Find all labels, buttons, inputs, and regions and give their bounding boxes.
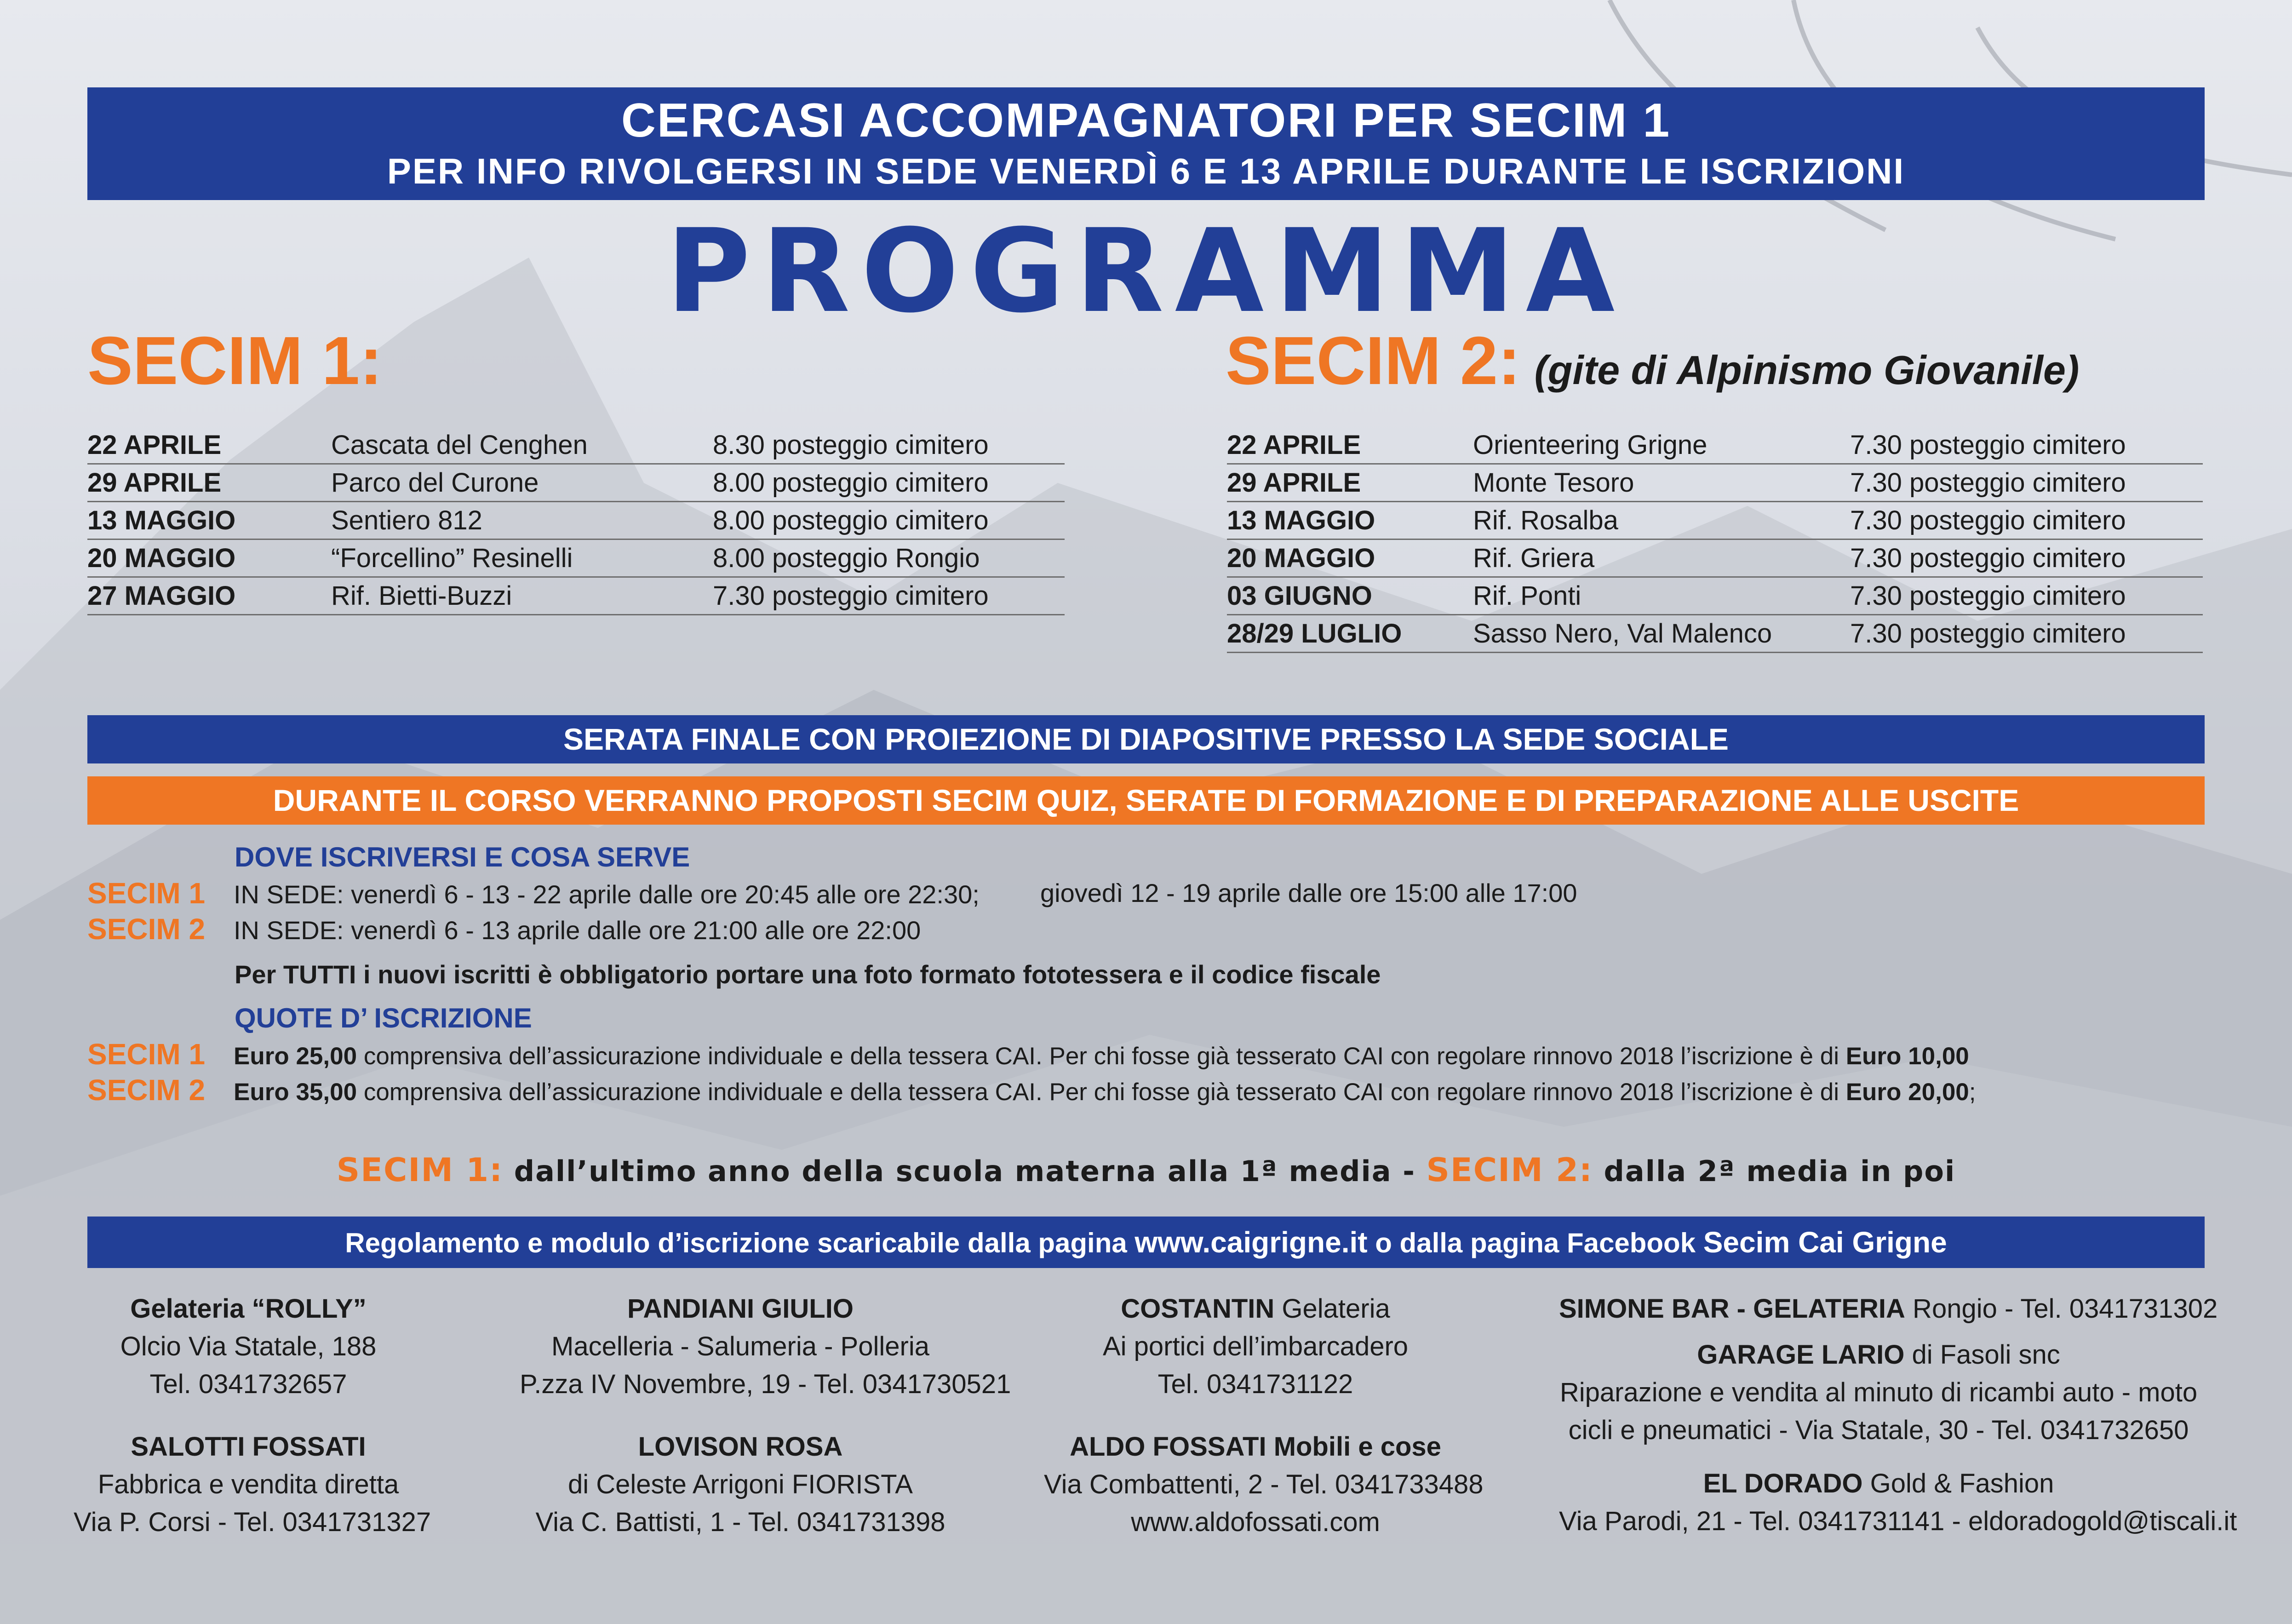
- secim2-schedule-table: [1227, 427, 2203, 653]
- iscrizioni-secim1-line2: [1040, 875, 1577, 911]
- sponsor-line: di Celeste Arrigoni FIORISTA: [568, 1469, 913, 1499]
- table-row: [1227, 577, 2203, 615]
- row-date: 22 APRILE: [1227, 427, 1473, 464]
- iscrizioni-heading-text: DOVE ISCRIVERSI E COSA SERVE: [235, 842, 690, 872]
- row-time: 7.30 posteggio cimitero: [1850, 577, 2203, 615]
- top-banner-line1: CERCASI ACCOMPAGNATORI PER SECIM 1: [621, 94, 1671, 147]
- sponsor-simone-garage: [1559, 1290, 2218, 1449]
- sponsor-line: P.zza IV Novembre, 19 - Tel. 0341730521: [520, 1369, 1011, 1399]
- sponsor-name-rest: Rongio - Tel. 0341731302: [1905, 1294, 2218, 1324]
- secim1-label: SECIM 1: [87, 1038, 206, 1071]
- sponsor-name: SIMONE BAR - GELATERIA: [1559, 1294, 1905, 1324]
- quote-secim2-text: comprensiva dell’assicurazione individuale e della tessera CAI. Per chi fosse già tesserato CAI con regolare rinnovo 2018 l’iscrizione è di: [357, 1079, 1846, 1106]
- row-time: 7.30 posteggio cimitero: [1850, 615, 2203, 653]
- ages-secim2-text: dalla 2ª media in poi: [1593, 1154, 1956, 1188]
- sponsor-line: Tel. 0341731122: [1157, 1369, 1353, 1399]
- secim2-heading: [1226, 322, 2079, 409]
- row-place: Parco del Curone: [331, 464, 713, 502]
- sponsor-line: Tel. 0341732657: [149, 1369, 347, 1399]
- sponsor-name-rest: Gold & Fashion: [1862, 1469, 2054, 1498]
- quote-heading-text: QUOTE D’ ISCRIZIONE: [235, 1003, 532, 1033]
- sponsor-line: Via Combattenti, 2 - Tel. 0341733488: [1044, 1469, 1484, 1499]
- sponsor-name: COSTANTIN: [1121, 1294, 1275, 1324]
- ages-secim1-text: dall’ultimo anno della scuola materna alla 1ª media -: [503, 1154, 1427, 1188]
- table-row: [1227, 502, 2203, 539]
- iscrizioni-secim1-text2: giovedì 12 - 19 aprile dalle ore 15:00 alle 17:00: [1040, 878, 1577, 907]
- quote-secim2-line: [87, 1072, 1976, 1110]
- iscrizioni-secim2-text: IN SEDE: venerdì 6 - 13 aprile dalle ore 21:00 alle ore 22:00: [234, 916, 921, 945]
- sponsor-line[interactable]: www.aldofossati.com: [1131, 1507, 1380, 1537]
- regolamento-facebook[interactable]: Secim Cai Grigne: [1703, 1226, 1947, 1259]
- serata-finale-banner: SERATA FINALE CON PROIEZIONE DI DIAPOSITIVE PRESSO LA SEDE SOCIALE: [87, 715, 2205, 763]
- sponsor-line: Fabbrica e vendita diretta: [97, 1469, 399, 1499]
- row-time: 7.30 posteggio cimitero: [713, 577, 1065, 615]
- row-time: 8.00 posteggio cimitero: [713, 464, 1065, 502]
- row-time: 7.30 posteggio cimitero: [1850, 427, 2203, 464]
- sponsor-name: Gelateria “ROLLY”: [130, 1294, 367, 1324]
- row-place: Rif. Ponti: [1473, 577, 1850, 615]
- sponsor-name: GARAGE LARIO: [1697, 1340, 1905, 1370]
- regolamento-banner: [87, 1217, 2205, 1268]
- sponsor-name: LOVISON ROSA: [638, 1432, 843, 1462]
- row-date: 03 GIUGNO: [1227, 577, 1473, 615]
- sponsor-name: ALDO FOSSATI Mobili e cose: [1070, 1432, 1441, 1462]
- row-place: Rif. Rosalba: [1473, 502, 1850, 539]
- ages-secim2-label: SECIM 2:: [1426, 1151, 1593, 1189]
- secim1-heading-text: SECIM 1:: [87, 323, 383, 399]
- row-place: Cascata del Cenghen: [331, 427, 713, 464]
- sponsor-salotti: [74, 1428, 431, 1541]
- table-row: [87, 464, 1065, 502]
- quote-heading: [235, 1000, 532, 1037]
- table-row: [87, 539, 1065, 577]
- sponsor-line: Via C. Battisti, 1 - Tel. 0341731398: [535, 1507, 945, 1537]
- row-date: 28/29 LUGLIO: [1227, 615, 1473, 653]
- secim2-heading-text: SECIM 2:: [1226, 323, 1521, 399]
- iscrizioni-secim1-line: [87, 875, 980, 912]
- secim1-label: SECIM 1: [87, 877, 206, 910]
- quote-secim1-price2: Euro 10,00: [1845, 1043, 1969, 1070]
- row-time: 8.30 posteggio cimitero: [713, 427, 1065, 464]
- quote-secim2-price: Euro 35,00: [234, 1079, 357, 1106]
- quote-secim1-line: [87, 1036, 1969, 1074]
- row-place: Monte Tesoro: [1473, 464, 1850, 502]
- quote-secim2-end: ;: [1969, 1079, 1976, 1106]
- sponsor-lovison: [520, 1428, 961, 1541]
- sponsor-line: Macelleria - Salumeria - Polleria: [551, 1331, 929, 1361]
- sponsor-name: PANDIANI GIULIO: [627, 1294, 854, 1324]
- sponsor-pandiani: [520, 1290, 1011, 1403]
- sponsor-line: Olcio Via Statale, 188: [120, 1331, 377, 1361]
- sponsor-line: Via P. Corsi - Tel. 0341731327: [74, 1507, 431, 1537]
- sponsor-line: Riparazione e vendita al minuto di ricambi auto - moto: [1559, 1377, 2198, 1407]
- row-date: 13 MAGGIO: [87, 502, 331, 539]
- row-place: Sentiero 812: [331, 502, 713, 539]
- secim1-heading: [87, 322, 382, 400]
- table-row: [87, 502, 1065, 539]
- secim2-label: SECIM 2: [87, 912, 206, 946]
- row-date: 22 APRILE: [87, 427, 331, 464]
- regolamento-text2: o dalla pagina Facebook: [1367, 1228, 1703, 1258]
- ages-secim1-label: SECIM 1:: [336, 1151, 504, 1189]
- sponsor-costantin: [1044, 1290, 1467, 1403]
- secim1-schedule-table: [87, 427, 1065, 615]
- regolamento-text1: Regolamento e modulo d’iscrizione scaricabile dalla pagina: [345, 1228, 1135, 1258]
- sponsor-name: EL DORADO: [1703, 1469, 1863, 1498]
- top-banner-line2: PER INFO RIVOLGERSI IN SEDE VENERDÌ 6 E 13 APRILE DURANTE LE ISCRIZIONI: [387, 151, 1905, 191]
- row-time: 7.30 posteggio cimitero: [1850, 502, 2203, 539]
- sponsor-rolly: [74, 1290, 423, 1403]
- table-row: [1227, 539, 2203, 577]
- table-row: [87, 427, 1065, 464]
- row-time: 8.00 posteggio Rongio: [713, 539, 1065, 577]
- table-row: [87, 577, 1065, 615]
- row-place: Orienteering Grigne: [1473, 427, 1850, 464]
- row-date: 29 APRILE: [1227, 464, 1473, 502]
- sponsor-aldo-fossati: [1044, 1428, 1484, 1541]
- row-place: Rif. Bietti-Buzzi: [331, 577, 713, 615]
- row-date: 27 MAGGIO: [87, 577, 331, 615]
- durante-corso-banner: DURANTE IL CORSO VERRANNO PROPOSTI SECIM QUIZ, SERATE DI FORMAZIONE E DI PREPARAZIONE ALLE USCITE: [87, 776, 2205, 825]
- sponsor-name: SALOTTI FOSSATI: [131, 1432, 366, 1462]
- top-banner: [87, 87, 2205, 200]
- quote-secim2-price2: Euro 20,00: [1845, 1079, 1969, 1106]
- quote-secim1-text: comprensiva dell’assicurazione individuale e della tessera CAI. Per chi fosse già tesserato CAI con regolare rinnovo 2018 l’iscrizione è di: [357, 1043, 1846, 1070]
- sponsor-line: Ai portici dell’imbarcadero: [1102, 1331, 1409, 1361]
- row-place: Sasso Nero, Val Malenco: [1473, 615, 1850, 653]
- secim2-subheading: (gite di Alpinismo Giovanile): [1534, 347, 2080, 393]
- row-date: 20 MAGGIO: [87, 539, 331, 577]
- row-place: “Forcellino” Resinelli: [331, 539, 713, 577]
- row-place: Rif. Griera: [1473, 539, 1850, 577]
- row-date: 29 APRILE: [87, 464, 331, 502]
- row-time: 7.30 posteggio cimitero: [1850, 539, 2203, 577]
- age-ranges: [0, 1151, 2292, 1189]
- row-time: 7.30 posteggio cimitero: [1850, 464, 2203, 502]
- table-row: [1227, 427, 2203, 464]
- sponsor-name-rest: di Fasoli snc: [1904, 1340, 2060, 1370]
- row-time: 8.00 posteggio cimitero: [713, 502, 1065, 539]
- iscrizioni-note: Per TUTTI i nuovi iscritti è obbligatorio portare una foto formato fototessera e il codice fiscale: [235, 960, 1381, 989]
- page-title: PROGRAMMA: [666, 204, 1626, 338]
- iscrizioni-secim1-text: IN SEDE: venerdì 6 - 13 - 22 aprile dalle ore 20:45 alle ore 22:30;: [234, 880, 980, 909]
- iscrizioni-heading: [235, 839, 690, 876]
- table-row: [1227, 615, 2203, 653]
- iscrizioni-secim2-line: [87, 911, 921, 948]
- secim2-label: SECIM 2: [87, 1073, 206, 1107]
- sponsor-line: Via Parodi, 21 - Tel. 0341731141 - eldoradogold@tiscali.it: [1559, 1506, 2237, 1536]
- table-row: [1227, 464, 2203, 502]
- sponsor-line: cicli e pneumatici - Via Statale, 30 - Tel. 0341732650: [1568, 1415, 2189, 1445]
- sponsor-name-rest: Gelateria: [1274, 1294, 1390, 1324]
- quote-secim1-price: Euro 25,00: [234, 1043, 357, 1070]
- sponsor-eldorado: [1559, 1465, 2237, 1540]
- regolamento-link[interactable]: www.caigrigne.it: [1135, 1226, 1368, 1259]
- row-date: 13 MAGGIO: [1227, 502, 1473, 539]
- row-date: 20 MAGGIO: [1227, 539, 1473, 577]
